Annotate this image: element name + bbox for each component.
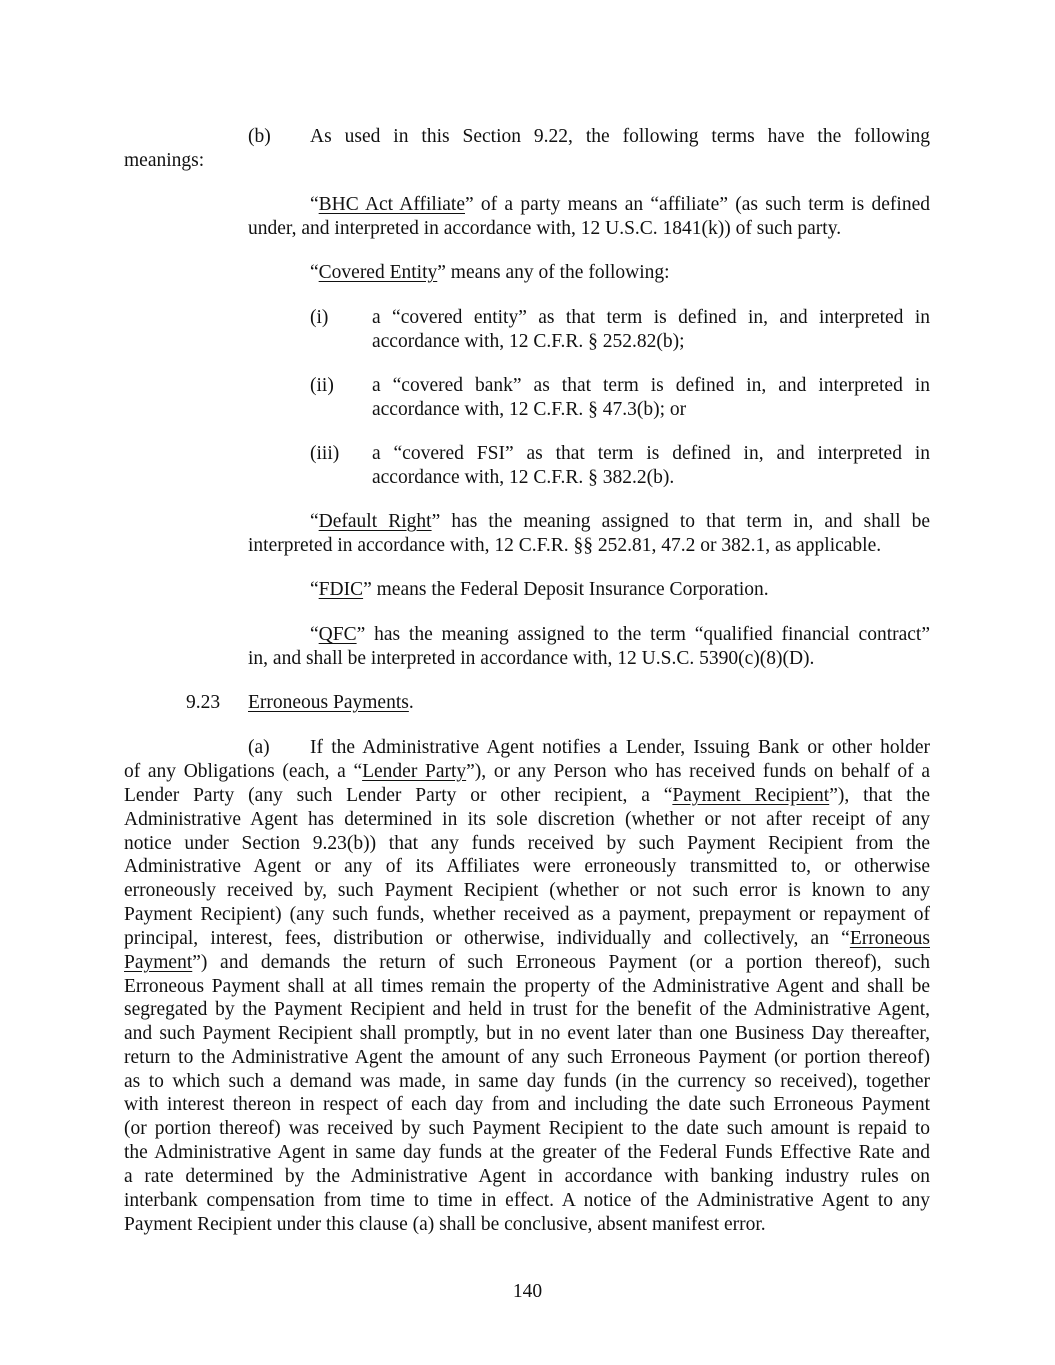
list-item-label: (ii) — [310, 375, 334, 396]
section-heading: Erroneous Payments. — [248, 692, 414, 713]
section-b-continuation: meanings: — [124, 150, 205, 171]
definition-qfc-line2: in, and shall be interpreted in accordance with, 12 U.S.C. 5390(c)(8)(D). — [248, 648, 815, 669]
list-item-line2: accordance with, 12 C.F.R. § 47.3(b); or — [372, 399, 687, 420]
definition-qfc-line1: “QFC” has the meaning assigned to the term “qualified financial contract” — [310, 624, 930, 645]
defined-term-lender-party: Lender Party — [362, 761, 467, 782]
paragraph-a-line: of any Obligations (each, a “Lender Party”), or any Person who has received funds on behalf of a — [124, 761, 930, 782]
list-item-line2: accordance with, 12 C.F.R. § 382.2(b). — [372, 467, 675, 488]
paragraph-a-line: return to the Administrative Agent the amount of any such Erroneous Payment (or portion thereof) — [124, 1047, 930, 1068]
paragraph-a-line: interbank compensation from time to time in effect. A notice of the Administrative Agent to any — [124, 1190, 930, 1211]
paragraph-a-line: Lender Party (any such Lender Party or other recipient, a “Payment Recipient”), that the — [124, 785, 930, 806]
section-title: Erroneous Payments — [248, 692, 409, 713]
defined-term-fdic: FDIC — [318, 579, 364, 600]
paragraph-a-line: Administrative Agent or any of its Affiliates were erroneously transmitted to, or otherwise — [124, 856, 930, 877]
section-b-line: As used in this Section 9.22, the following terms have the following — [310, 126, 930, 147]
definition-default-right-line2: interpreted in accordance with, 12 C.F.R. §§ 252.81, 47.2 or 382.1, as applicable. — [248, 535, 882, 556]
defined-term-covered-entity: Covered Entity — [318, 262, 438, 283]
defined-term-qfc: QFC — [318, 624, 357, 645]
definition-covered-entity: “Covered Entity” means any of the following: — [310, 262, 670, 283]
list-item-line1: a “covered FSI” as that term is defined in, and interpreted in — [372, 443, 930, 464]
paragraph-a-label: (a) — [248, 737, 270, 758]
paragraph-a-line: If the Administrative Agent notifies a Lender, Issuing Bank or other holder — [310, 737, 930, 758]
paragraph-a-line: Erroneous Payment shall at all times remain the property of the Administrative Agent and shall be — [124, 976, 930, 997]
definition-bhc-line1: “BHC Act Affiliate” of a party means an “affiliate” (as such term is defined — [310, 194, 930, 215]
paragraph-a-line: a rate determined by the Administrative Agent in accordance with banking industry rules on — [124, 1166, 930, 1187]
paragraph-a-line: principal, interest, fees, distribution or otherwise, individually and collectively, an “Erroneous — [124, 928, 930, 949]
defined-term-default-right: Default Right — [318, 511, 432, 532]
list-item-line2: accordance with, 12 C.F.R. § 252.82(b); — [372, 331, 685, 352]
paragraph-a-line: Payment”) and demands the return of such Erroneous Payment (or a portion thereof), such — [124, 952, 930, 973]
paragraph-a-line: Payment Recipient under this clause (a) shall be conclusive, absent manifest error. — [124, 1214, 766, 1235]
list-item-line1: a “covered bank” as that term is defined in, and interpreted in — [372, 375, 930, 396]
paragraph-a-line: segregated by the Payment Recipient and held in trust for the benefit of the Administrative Agent, — [124, 999, 930, 1020]
list-item-label: (iii) — [310, 443, 340, 464]
definition-default-right-line1: “Default Right” has the meaning assigned to that term in, and shall be — [310, 511, 930, 532]
paragraph-a-line: Administrative Agent has determined in its sole discretion (whether or not after receipt of any — [124, 809, 930, 830]
defined-term-erroneous-payment: Payment — [124, 952, 193, 973]
paragraph-a-line: the Administrative Agent in same day funds at the greater of the Federal Funds Effective Rate and — [124, 1142, 930, 1163]
paragraph-a-line: (or portion thereof) was received by such Payment Recipient to the date such amount is repaid to — [124, 1118, 930, 1139]
list-item-label: (i) — [310, 307, 329, 328]
defined-term-bhc-act-affiliate: BHC Act Affiliate — [318, 194, 465, 215]
paragraph-a-line: Payment Recipient) (any such funds, whether received as a payment, prepayment or repayment of — [124, 904, 930, 925]
page-number: 140 — [512, 1281, 543, 1302]
paragraph-a-line: notice under Section 9.23(b)) that any funds received by such Payment Recipient from the — [124, 833, 930, 854]
paragraph-a-line: and such Payment Recipient shall promptly, but in no event later than one Business Day thereafter, — [124, 1023, 930, 1044]
section-b-label: (b) — [248, 126, 271, 147]
list-item-line1: a “covered entity” as that term is defined in, and interpreted in — [372, 307, 930, 328]
defined-term-erroneous-payment: Erroneous — [849, 928, 930, 949]
paragraph-a-line: with interest thereon in respect of each day from and including the date such Erroneous Payment — [124, 1094, 930, 1115]
defined-term-payment-recipient: Payment Recipient — [672, 785, 830, 806]
definition-bhc-line2: under, and interpreted in accordance with, 12 U.S.C. 1841(k)) of such party. — [248, 218, 842, 239]
section-number: 9.23 — [186, 692, 221, 713]
paragraph-a-line: as to which such a demand was made, in same day funds (in the currency so received), together — [124, 1071, 930, 1092]
paragraph-a-line: erroneously received by, such Payment Recipient (whether or not such error is known to any — [124, 880, 930, 901]
definition-fdic: “FDIC” means the Federal Deposit Insurance Corporation. — [310, 579, 769, 600]
